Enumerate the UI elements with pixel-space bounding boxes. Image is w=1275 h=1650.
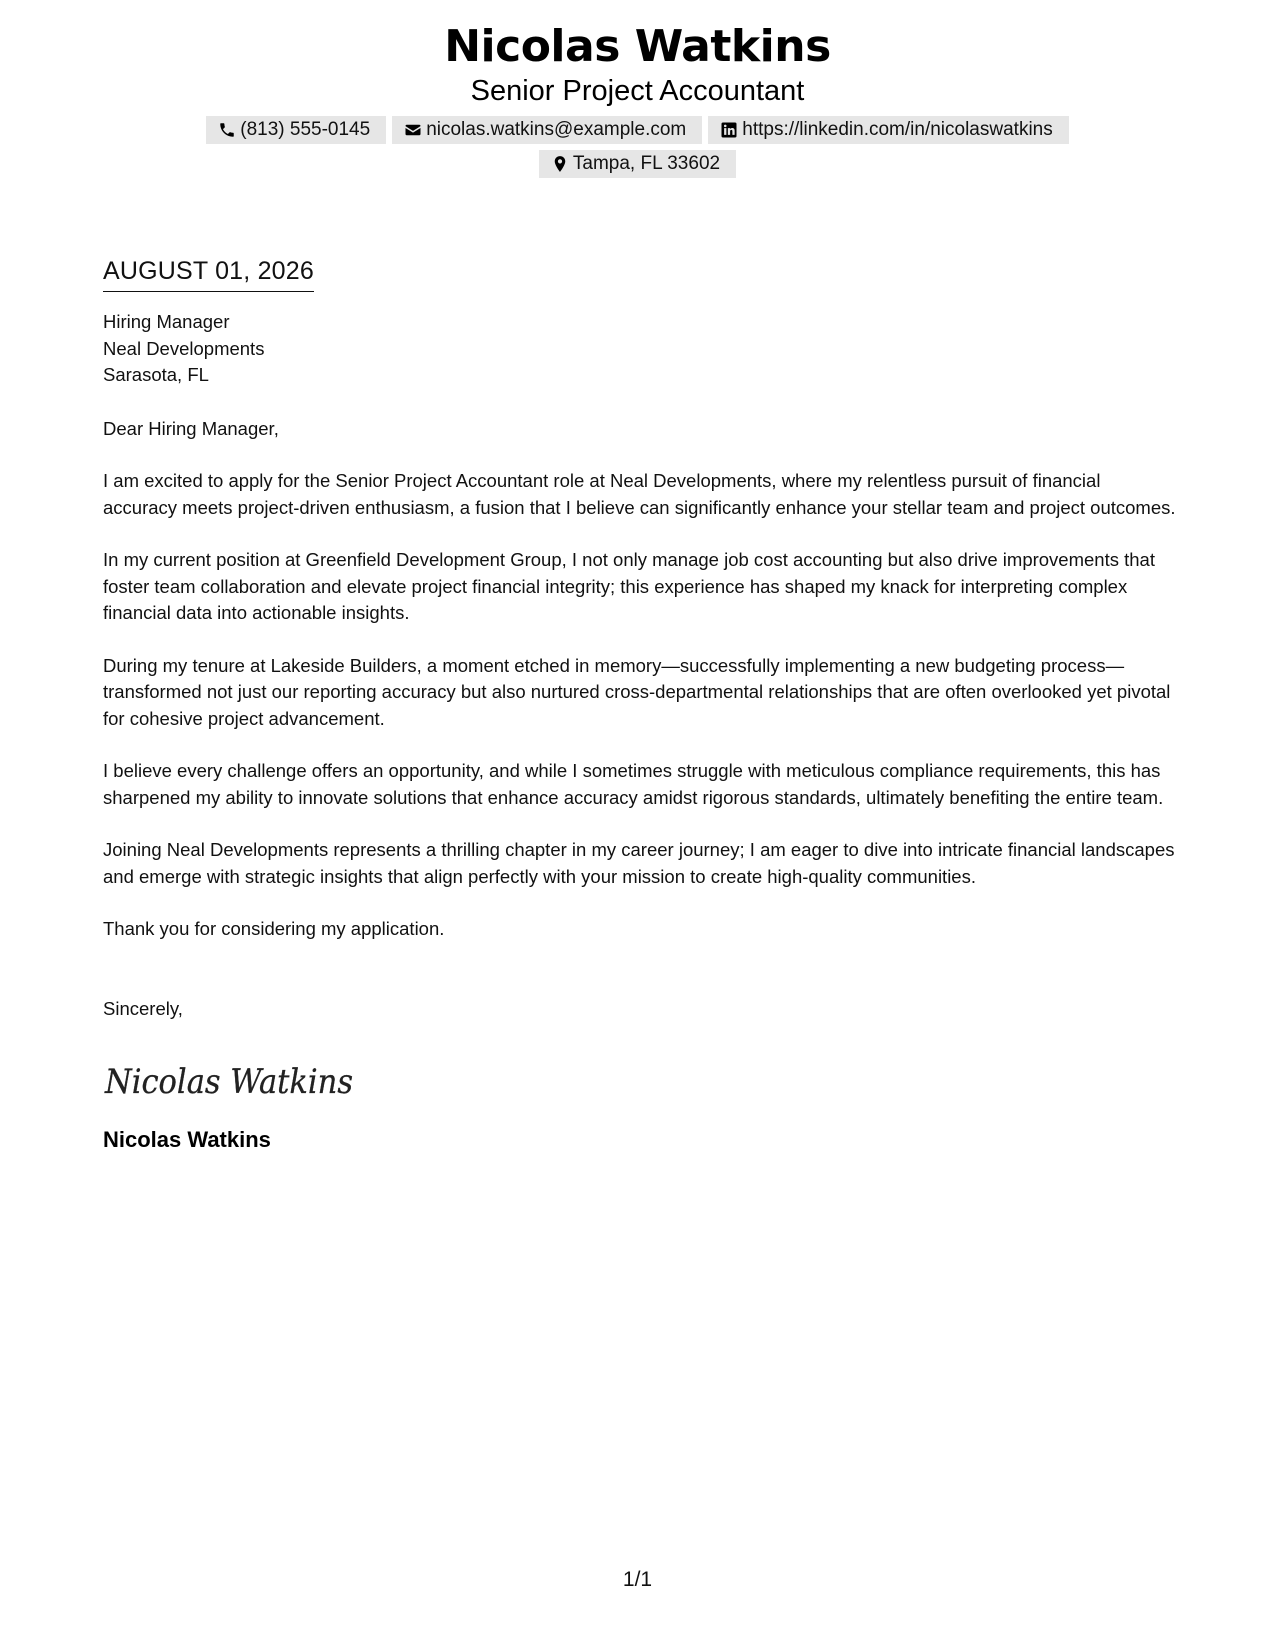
salutation: Dear Hiring Manager, <box>103 417 279 439</box>
applicant-title: Senior Project Accountant <box>470 75 805 107</box>
paragraph: I believe every challenge offers an opportunity, and while I sometimes struggle with meticulous compliance requirements, this has sharpened my ability to innovate solutions that enhance accuracy amidst rigorous standards, ultimately benefiting the entire team. <box>103 760 1164 808</box>
signature-image <box>103 1058 1178 1104</box>
contact-row <box>0 116 1275 144</box>
paragraph: During my tenure at Lakeside Builders, a moment etched in memory—successfully implementing a new budgeting process—transformed not just our reporting accuracy but also nurtured cross-departmental relationships that are often overlooked yet pivotal for cohesive project advancement. <box>103 654 1171 729</box>
page-number: 1/1 <box>622 1568 653 1591</box>
contact-linkedin[interactable] <box>708 116 1068 144</box>
recipient-company: Neal Developments <box>103 337 265 359</box>
contact-phone-text: (813) 555-0145 <box>240 119 371 140</box>
letter-date: AUGUST 01, 2026 <box>103 255 314 292</box>
recipient-name: Hiring Manager <box>103 311 230 332</box>
contact-email[interactable] <box>392 116 702 144</box>
svg-text:Nicolas Watkins: Nicolas Watkins <box>104 1062 353 1102</box>
letter-body <box>103 255 1178 1154</box>
map-pin-icon <box>551 155 569 173</box>
thank-you-line: Thank you for considering my application. <box>103 918 445 939</box>
applicant-name: Nicolas Watkins <box>444 21 831 72</box>
phone-icon <box>218 121 236 139</box>
contact-linkedin-text: https://linkedin.com/in/nicolaswatkins <box>742 119 1053 140</box>
closing: Sincerely, <box>103 997 183 1019</box>
paragraph: In my current position at Greenfield Development Group, I not only manage job cost accounting but also drive improvements that foster team collaboration and elevate project financial integrity; this experience has shaped my knack for interpreting complex financial data into actionable insights. <box>103 549 1155 623</box>
letter-header <box>0 20 1275 184</box>
paragraph: Joining Neal Developments represents a thrilling chapter in my career journey; I am eager to dive into intricate financial landscapes and emerge with strategic insights that align perfectly with your mission to create high-quality communities. <box>103 839 1175 887</box>
recipient-block <box>103 309 1178 389</box>
contact-row-2 <box>0 150 1275 178</box>
paragraph: I am excited to apply for the Senior Project Accountant role at Neal Developments, where my relentless pursuit of financial accuracy meets project-driven enthusiasm, a fusion that I believe can significantly enhance your stellar team and project outcomes. <box>103 470 1176 518</box>
recipient-location: Sarasota, FL <box>103 364 209 385</box>
signed-name: Nicolas Watkins <box>103 1127 271 1152</box>
linkedin-icon <box>720 121 738 139</box>
contact-location-text: Tampa, FL 33602 <box>572 153 721 174</box>
contact-phone <box>206 116 386 144</box>
contact-location <box>539 150 736 178</box>
contact-email-text: nicolas.watkins@example.com <box>426 119 687 140</box>
envelope-icon <box>404 121 422 139</box>
